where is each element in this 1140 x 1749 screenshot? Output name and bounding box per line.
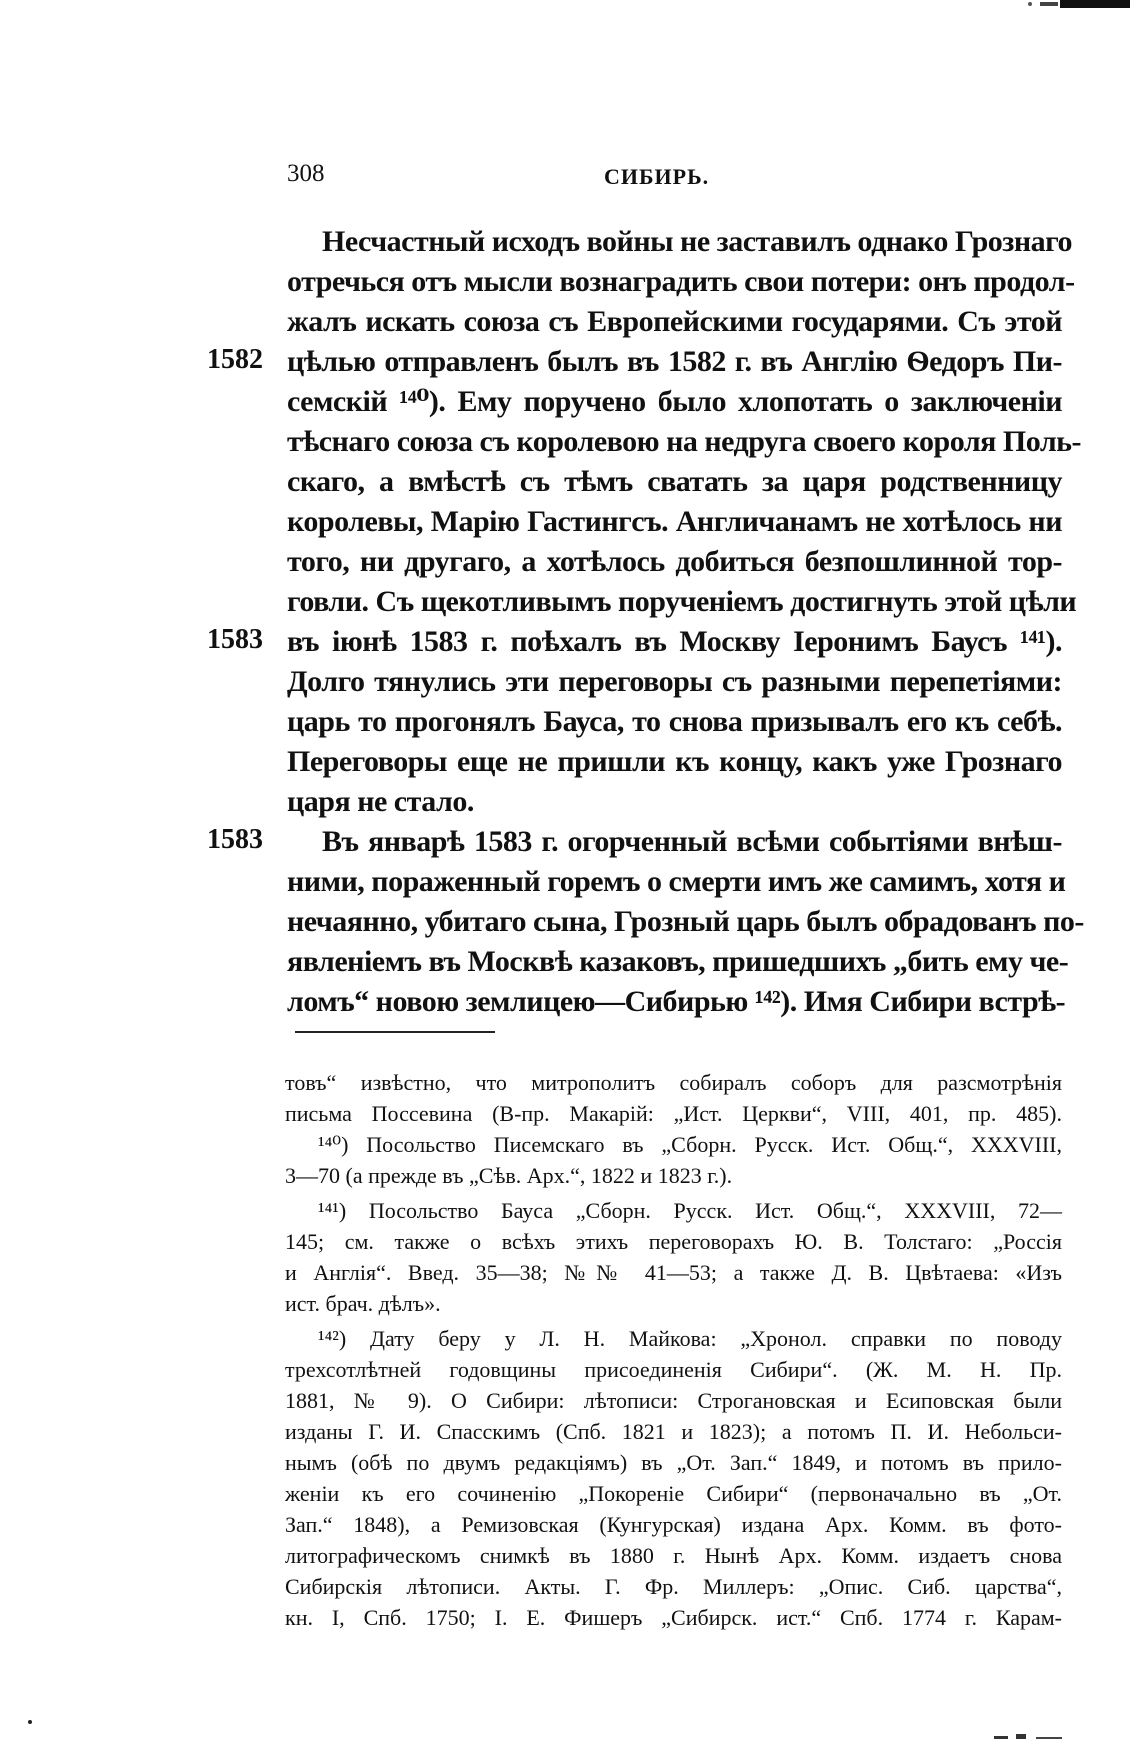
text-line: Въ январѣ 1583 г. огорченный всѣми событіями внѣш- xyxy=(322,825,1062,858)
text-line: Переговоры еще не пришли къ концу, какъ уже Грознаго xyxy=(287,745,1062,778)
text-line: семскій ¹⁴⁰). Ему поручено было хлопотать о заключеніи xyxy=(287,385,1062,418)
footnote-line: 1881, № 9). О Сибири: лѣтописи: Строгановская и Есиповская были xyxy=(285,1388,1062,1413)
text-line: явленіемъ въ Москвѣ казаковъ, пришедшихъ „бить ему че- xyxy=(287,945,1069,978)
footnote-line: 145; см. также о всѣхъ этихъ переговорахъ Ю. В. Толстаго: „Россія xyxy=(285,1229,1062,1254)
footnote-line: изданы Г. И. Спасскимъ (Спб. 1821 и 1823); а потомъ П. И. Небольси- xyxy=(285,1419,1062,1444)
footnote-line: трехсотлѣтней годовщины присоединенія Сибири“. (Ж. М. Н. Пр. xyxy=(285,1357,1062,1382)
text-line: тѣснаго союза съ королевою на недруга своего короля Поль- xyxy=(287,425,1082,458)
footnote-line: 3—70 (а прежде въ „Сѣв. Арх.“, 1822 и 1823 г.). xyxy=(285,1163,733,1188)
footnote-line: Зап.“ 1848), а Ремизовская (Кунгурская) издана Арх. Комм. въ фото- xyxy=(285,1512,1062,1537)
text-line: королевы, Марію Гастингсъ. Англичанамъ не хотѣлось ни xyxy=(287,505,1062,538)
text-line: говли. Съ щекотливымъ порученіемъ достигнуть этой цѣли xyxy=(287,585,1077,618)
text-line: Долго тянулись эти переговоры съ разными перепетіями: xyxy=(287,665,1062,698)
text-line: царя не стало. xyxy=(287,785,474,818)
scan-artifact xyxy=(1020,0,1130,14)
footnote-line: и Англія“. Введ. 35—38; №№ 41—53; а также Д. В. Цвѣтаева: «Изъ xyxy=(285,1260,1062,1285)
text-line: жалъ искать союза съ Европейскими государями. Съ этой xyxy=(287,305,1062,338)
margin-year: 1583 xyxy=(207,624,263,655)
text-line: нечаянно, убитаго сына, Грозный царь былъ обрадованъ по- xyxy=(287,905,1084,938)
footnote-line: ¹⁴⁰) Посольство Писемскаго въ „Сборн. Русск. Ист. Общ.“, XXXVIII, xyxy=(318,1132,1062,1157)
footnote-separator xyxy=(295,1031,495,1033)
footnote-line: кн. I, Спб. 1750; I. Е. Фишеръ „Сибирск. ист.“ Спб. 1774 г. Карам- xyxy=(285,1605,1062,1630)
text-line: ними, пораженный горемъ о смерти имъ же самимъ, хотя и xyxy=(287,865,1066,898)
margin-year: 1582 xyxy=(207,344,263,375)
text-line: царь то прогонялъ Бауса, то снова призывалъ его къ себѣ. xyxy=(287,705,1062,738)
text-line: въ іюнѣ 1583 г. поѣхалъ въ Москву Іеронимъ Баусъ ¹⁴¹). xyxy=(287,625,1062,658)
text-line: цѣлью отправленъ былъ въ 1582 г. въ Англію Ѳедоръ Пи- xyxy=(287,345,1062,378)
text-line: скаго, а вмѣстѣ съ тѣмъ сватать за царя родственницу xyxy=(287,465,1062,498)
footnote-line: нымъ (обѣ по двумъ редакціямъ) въ „От. Зап.“ 1849, и потомъ въ прило- xyxy=(285,1450,1062,1475)
footnote-line: письма Поссевина (B-пр. Макарій: „Ист. Церкви“, VIII, 401, пр. 485). xyxy=(285,1101,1062,1126)
footnote-line: ¹⁴²) Дату беру у Л. Н. Майкова: „Хронол. справки по поводу xyxy=(318,1326,1062,1351)
margin-year: 1583 xyxy=(207,824,263,855)
footnote-line: ист. брач. дѣлъ». xyxy=(285,1291,441,1316)
scan-artifact xyxy=(990,1730,1070,1744)
footnote-line: литографическомъ снимкѣ въ 1880 г. Нынѣ Арх. Комм. издаетъ снова xyxy=(285,1543,1062,1568)
text-line: того, ни другаго, а хотѣлось добиться безпошлинной тор- xyxy=(287,545,1062,578)
text-line: ломъ“ новою землицею—Сибирью ¹⁴²). Имя Сибири встрѣ- xyxy=(287,985,1066,1018)
footnote-line: Сибирскія лѣтописи. Акты. Г. Фр. Миллеръ: „Опис. Сиб. царства“, xyxy=(285,1574,1062,1599)
footnote-line: товъ“ извѣстно, что митрополитъ собиралъ соборъ для разсмотрѣнія xyxy=(285,1070,1062,1095)
text-line: отречься отъ мысли вознаградить свои потери: онъ продол- xyxy=(287,265,1075,298)
running-title: СИБИРЬ. xyxy=(604,164,710,189)
text-line: Несчастный исходъ войны не заставилъ однако Грознаго xyxy=(322,225,1073,258)
footnote-line: женіи къ его сочиненію „Покореніе Сибири“ (первоначально въ „От. xyxy=(285,1481,1062,1506)
page-number: 308 xyxy=(287,160,325,187)
scan-speck xyxy=(28,1720,32,1724)
footnote-line: ¹⁴¹) Посольство Бауса „Сборн. Русск. Ист. Общ.“, XXXVIII, 72— xyxy=(318,1198,1062,1223)
